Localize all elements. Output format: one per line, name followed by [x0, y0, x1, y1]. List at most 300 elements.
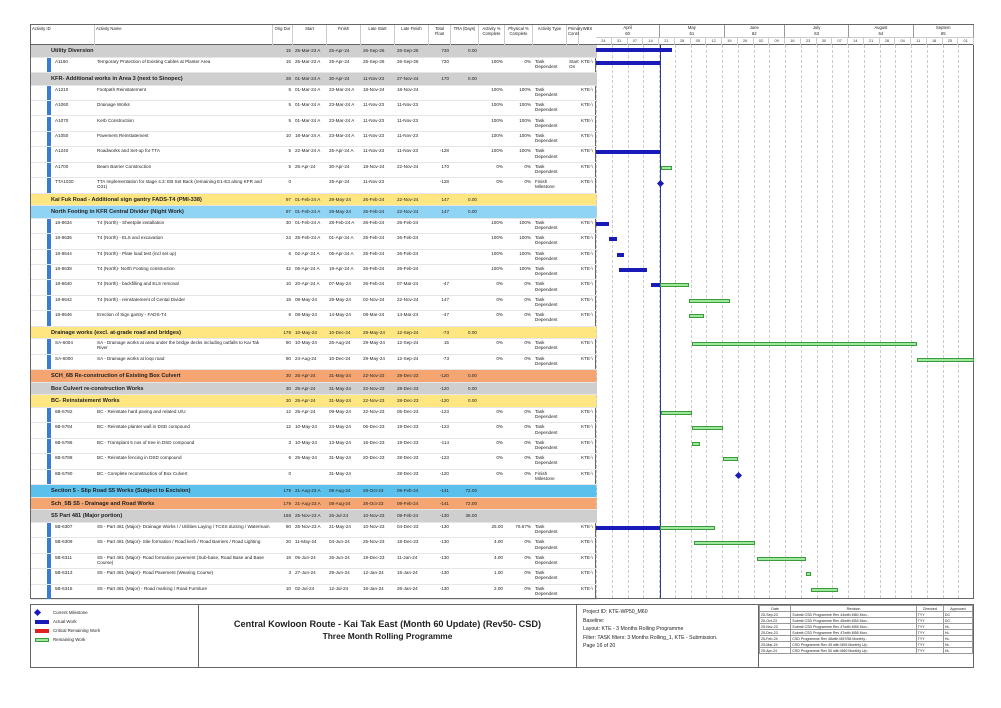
activity-row[interactable]: [31, 86, 597, 101]
column-header[interactable]: Late Start: [361, 25, 395, 45]
cell-ap: 100%: [491, 219, 503, 225]
section-row[interactable]: [31, 383, 597, 396]
cell-wbs: KTE-\: [581, 132, 593, 138]
cell-start: 02-Apr-24 A: [295, 250, 320, 256]
cell-lf: 12-Sep-24: [397, 340, 419, 346]
activity-row[interactable]: [31, 523, 597, 538]
cell-finish: 30-Apr-24: [329, 163, 350, 169]
cell-tf: -130: [439, 570, 449, 576]
cell-ap: 100%: [491, 132, 503, 138]
wbs-band: [47, 585, 51, 599]
revision-cell: 25-Feb-24: [760, 636, 791, 642]
actual-bar[interactable]: [617, 253, 625, 257]
section-row[interactable]: [31, 510, 597, 523]
cell-dur: 5: [288, 148, 291, 154]
cell-atype: Task Dependent: [535, 281, 558, 292]
activity-row[interactable]: [31, 280, 597, 295]
cell-tf: [429, 86, 451, 100]
month-name: June: [749, 25, 759, 30]
cell-pc: [567, 439, 579, 453]
actual-bar[interactable]: [596, 150, 660, 154]
cell-lf: 26-Feb-24: [397, 266, 419, 272]
remaining-bar[interactable]: [660, 526, 715, 530]
cell-ls: 11-Nov-23: [363, 102, 385, 108]
cell-dur: 5: [288, 102, 291, 108]
cell-name: BC - Transplant 5 nos of tree in DSD compound: [97, 439, 195, 445]
column-header[interactable]: TRA (Days): [451, 25, 479, 45]
cell-atype: Task Dependent: [535, 355, 558, 366]
legend-item: [35, 635, 194, 644]
cell-start: 01-Mar-24 A: [295, 102, 321, 108]
revision-cell: TYY: [916, 642, 943, 648]
cell-name: Roadworks and Set-up for TTA: [97, 148, 160, 154]
month-number: 61: [689, 31, 695, 36]
remaining-bar[interactable]: [694, 541, 754, 545]
remaining-bar[interactable]: [661, 166, 672, 170]
cell-start: 27-Jun-24: [295, 570, 316, 576]
cell-ls: 10-Nov-23: [363, 513, 385, 519]
cell-wbs: KTE-\: [581, 554, 593, 560]
cell-id: 5B-6315: [55, 585, 73, 591]
remaining-bar[interactable]: [689, 299, 731, 303]
cell-ap: 0%: [496, 355, 503, 361]
cell-finish: 24-May-24: [329, 424, 351, 430]
cell-ap: 4.00: [494, 554, 503, 560]
revision-cell: CSD Programme Rev 48with M57/58 Monthly..: [791, 636, 916, 642]
column-header[interactable]: Start: [293, 25, 327, 45]
cell-atype: Task Dependent: [535, 439, 558, 451]
week-gridline: [864, 45, 865, 598]
cell-atype: Task Dependent: [535, 235, 558, 246]
cell-id: 6B-5786: [55, 439, 73, 445]
section-name: Section 5 - Slip Road S5 Works (Subject to Excision): [51, 488, 191, 495]
week-gridline: [612, 45, 613, 598]
remaining-bar[interactable]: [692, 342, 917, 346]
activity-row[interactable]: [31, 250, 597, 265]
cell-lf: 05-Dec-23: [397, 409, 419, 415]
cell-name: Footpath Reinstatement: [97, 86, 147, 92]
cell-finish: 10-Dec-24: [329, 329, 351, 335]
month-name: August: [874, 25, 888, 30]
cell-ls: 18-Nov-24: [363, 163, 385, 169]
week-label: 07: [832, 38, 848, 45]
week-gridline: [596, 45, 597, 598]
column-header[interactable]: Primary Const: [567, 25, 579, 45]
cell-atype: Task Dependent: [535, 117, 558, 128]
section-row[interactable]: [31, 327, 597, 340]
cell-dur: 30: [285, 373, 291, 379]
cell-wbs: KTE-\: [581, 424, 593, 430]
cell-ap: 0%: [496, 281, 503, 287]
cell-wbs: KTE-\: [581, 585, 593, 591]
project-info: [579, 605, 759, 667]
cell-lf: 26-Feb-24: [397, 250, 419, 256]
cell-tf: -120: [439, 373, 449, 379]
week-label: 30: [817, 38, 833, 45]
column-header[interactable]: Activity ID: [31, 25, 95, 45]
cell-lf: 15-Jan-24: [397, 570, 418, 576]
cell-pc: [567, 101, 579, 115]
week-gridline: [738, 45, 739, 598]
section-name: Box Culvert re-construction Works: [51, 385, 144, 392]
month-header: [785, 25, 849, 38]
cell-tf: 730: [441, 48, 449, 53]
cell-ls: 26-Feb-24: [363, 209, 385, 215]
cell-pc: [567, 339, 579, 353]
cell-ls: 22-Nov-23: [363, 398, 385, 404]
cell-finish: 31-May-24: [329, 398, 351, 404]
cell-id: A1050: [55, 132, 69, 138]
cell-name: T4 (North)- North Footing construction: [97, 266, 175, 272]
cell-pc: [567, 147, 579, 161]
activity-row[interactable]: [31, 408, 597, 423]
cell-pp: 100%: [519, 132, 531, 138]
cell-id: 18-8634: [55, 219, 72, 225]
cell-lf: 11-Nov-23: [397, 102, 419, 108]
actual-bar[interactable]: [651, 283, 660, 287]
column-header[interactable]: Activity Name: [95, 25, 273, 45]
column-header[interactable]: Physical % Complete: [505, 25, 533, 45]
section-name: North Footing in KFR Central Divider (Night Work): [51, 209, 184, 216]
week-label: 14: [643, 38, 659, 45]
activity-row[interactable]: [31, 311, 597, 326]
wbs-band: [47, 408, 51, 422]
cell-start: [293, 470, 327, 484]
activity-row[interactable]: [31, 423, 597, 438]
cell-finish: 13-May-24: [329, 439, 351, 445]
activity-row[interactable]: [31, 163, 597, 178]
activity-row[interactable]: [31, 178, 597, 193]
cell-lf: 28-Dec-23: [397, 373, 419, 379]
week-gridline: [722, 45, 723, 598]
cell-tf: -123: [439, 455, 449, 461]
cell-dur: 0: [288, 470, 291, 476]
revision-cell: DC: [943, 618, 972, 624]
cell-ls: 28-Oct-23: [363, 500, 384, 506]
activity-row[interactable]: [31, 265, 597, 280]
actual-bar[interactable]: [596, 526, 660, 530]
wbs-band: [47, 538, 51, 552]
revision-header: Approved: [943, 606, 972, 612]
cell-ap: 0%: [496, 312, 503, 318]
revision-cell: 20-Dec-23: [760, 630, 791, 636]
remaining-bar[interactable]: [917, 358, 974, 362]
activity-row[interactable]: [31, 554, 597, 569]
cell-pc: [567, 470, 579, 484]
cell-tf: 147: [441, 296, 449, 302]
cell-tf: -120: [439, 385, 449, 391]
month-number: 64: [878, 31, 884, 36]
cell-name: T4 (North) - Sheetpile installation: [97, 219, 165, 225]
cell-ap: 0%: [496, 179, 503, 185]
cell-finish: 26-Jun-24: [329, 554, 350, 560]
cell-start: 10-May-24: [295, 439, 317, 445]
activity-row[interactable]: [31, 439, 597, 454]
cell-wbs: KTE-\: [581, 470, 593, 476]
cell-pc: [567, 311, 579, 325]
cell-tf: 147: [441, 209, 449, 215]
wbs-band: [47, 265, 51, 279]
cell-finish: 08-Aug-24: [329, 488, 351, 494]
cell-start: 25-May-24: [295, 455, 317, 461]
cell-dur: 42: [285, 266, 291, 272]
activity-row[interactable]: [31, 585, 597, 600]
month-header: [596, 25, 660, 38]
cell-pc: [567, 569, 579, 583]
wbs-band: [47, 250, 51, 264]
wbs-band: [47, 234, 51, 248]
cell-wbs: KTE-\: [581, 570, 593, 576]
cell-ap: 100%: [491, 86, 503, 92]
cell-id: 18-8640: [55, 281, 72, 287]
cell-pc: [567, 408, 579, 422]
activity-row[interactable]: [31, 132, 597, 147]
cell-wbs: KTE-\: [581, 523, 593, 529]
activity-row[interactable]: [31, 58, 597, 73]
cell-start: 01-Mar-24 A: [295, 117, 321, 123]
cell-atype: Task Dependent: [535, 102, 558, 113]
cell-tf: 730: [441, 58, 449, 64]
cell-ls: 10-Nov-23: [363, 523, 385, 529]
cell-start: 25-Mar-23 A: [295, 58, 321, 64]
revision-cell: Submit CSD Programme Rev 47with M55 Mon..: [791, 624, 916, 630]
cell-pc: [567, 250, 579, 264]
cell-finish: 10-Dec-24: [329, 355, 351, 361]
cell-name: T4 (North) - backfilling and ELS removal: [97, 281, 179, 287]
cell-name: S5 - Part 481 (Major)- Site formation / Road kerb / Road Barriers / Road Lighting: [97, 539, 261, 545]
cell-tf: -141: [439, 488, 449, 494]
cell-ls: 26-Feb-24: [363, 250, 385, 256]
remaining-bar[interactable]: [660, 283, 688, 287]
activity-row[interactable]: [31, 117, 597, 132]
actual-bar[interactable]: [609, 237, 617, 241]
activity-row[interactable]: [31, 355, 597, 370]
cell-pc: [567, 523, 579, 537]
cell-name: BC - Reinstate planter wall in DSD compound: [97, 424, 190, 430]
cell-tf: -73: [442, 329, 449, 335]
cell-start: 02-Jul-24: [295, 585, 315, 591]
cell-finish: 23-Mar-24 A: [329, 102, 355, 108]
month-name: April: [623, 25, 632, 30]
report-subtitle: Three Month Rolling Programme: [322, 631, 453, 641]
actual-bar[interactable]: [619, 268, 647, 272]
cell-id: 18-8646: [55, 312, 72, 318]
week-label: 07: [628, 38, 644, 45]
cell-pp: 0%: [524, 409, 531, 415]
remaining-bar[interactable]: [692, 426, 722, 430]
activity-row[interactable]: [31, 454, 597, 469]
remaining-bar[interactable]: [806, 572, 812, 576]
activity-row[interactable]: [31, 296, 597, 311]
cell-lf: 09-Feb-24: [397, 500, 419, 506]
remaining-bar[interactable]: [661, 411, 692, 415]
revision-cell: Submit CSD Programme Rev 47with M56 Mon..: [791, 630, 916, 636]
wbs-band: [47, 569, 51, 583]
cell-pp: 0%: [524, 470, 531, 476]
activity-row[interactable]: [31, 538, 597, 553]
remaining-bar[interactable]: [757, 557, 806, 561]
cell-pc: Start On: [569, 58, 579, 69]
cell-pp: 0%: [524, 58, 531, 64]
cell-tf: -114: [440, 439, 449, 445]
cell-finish: 31-May-24: [329, 470, 351, 476]
section-row[interactable]: [31, 485, 597, 498]
week-label: 11: [911, 38, 927, 45]
cell-lf: 28-Dec-23: [397, 385, 419, 391]
cell-pc: [567, 355, 579, 369]
cell-start: 10-May-24: [295, 424, 317, 430]
week-gridline: [832, 45, 833, 598]
cell-ls: 26-Feb-24: [363, 266, 385, 272]
week-gridline: [958, 45, 959, 598]
activity-row[interactable]: [31, 339, 597, 354]
cell-wbs: KTE-\: [581, 355, 593, 361]
cell-tf: -123: [439, 409, 449, 415]
wbs-band: [47, 178, 51, 192]
column-header[interactable]: Orig Dur: [273, 25, 293, 45]
cell-start: 01-Feb-24 A: [295, 219, 321, 225]
week-label: 26: [738, 38, 754, 45]
cell-lf: 09-Feb-24: [397, 513, 419, 519]
activity-row[interactable]: [31, 147, 597, 162]
cell-finish: 28-Feb-24 A: [329, 219, 355, 225]
cell-ls: 29-May-24: [363, 355, 385, 361]
cell-wbs: KTE-\: [581, 340, 593, 346]
month-number: 62: [751, 31, 757, 36]
remaining-bar[interactable]: [689, 314, 704, 318]
cell-start: 10-May-24: [295, 329, 317, 335]
cell-id: 5B-6311: [55, 554, 73, 560]
column-header[interactable]: Total Float: [429, 25, 451, 45]
cell-finish: 08-Aug-24: [329, 500, 351, 506]
actual-bar[interactable]: [596, 61, 660, 65]
section-row[interactable]: [31, 370, 597, 383]
legend-item: [35, 608, 194, 617]
cell-ls: 29-May-24: [363, 340, 385, 346]
activity-row[interactable]: [31, 219, 597, 234]
cell-ls: 20-Dec-23: [363, 455, 385, 461]
cell-atype: Task Dependent: [535, 570, 558, 581]
cell-ls: 11-Nov-23: [363, 148, 385, 154]
cell-pp: 100%: [519, 148, 531, 154]
legend-label: Current Milestone: [53, 610, 88, 615]
cell-name: Pavement Reinstatement: [97, 132, 149, 138]
activity-row[interactable]: [31, 470, 597, 485]
cell-id: A1070: [55, 117, 69, 123]
week-label: 19: [722, 38, 738, 45]
cell-start: 18-Mar-24 A: [295, 132, 321, 138]
cell-pp: 100%: [519, 250, 531, 256]
cell-finish: 26-Jul-24: [329, 513, 349, 519]
section-row[interactable]: [31, 45, 597, 58]
cell-pp: 0%: [524, 179, 531, 185]
revision-cell: CSD Programme Rev 50 with M60 Monthly Up..: [791, 648, 916, 654]
cell-atype: Finish Milestone: [535, 179, 555, 190]
week-gridline: [927, 45, 928, 598]
column-header[interactable]: Late Finish: [395, 25, 429, 45]
column-header[interactable]: Activity Type: [533, 25, 567, 45]
cell-lf: 22-Nov-24: [397, 209, 419, 215]
column-header[interactable]: WBS: [579, 25, 597, 45]
cell-finish: 29-May-24: [329, 296, 351, 302]
cell-pp: 100%: [519, 86, 531, 92]
section-row[interactable]: [31, 395, 597, 408]
actual-bar[interactable]: [596, 48, 672, 52]
section-row[interactable]: [31, 206, 597, 219]
cell-start: 06-Apr-24 A: [295, 266, 320, 272]
cell-lf: 09-Feb-24: [397, 488, 419, 494]
cell-start: 21-Aug-23 A: [295, 488, 321, 494]
remaining-bar[interactable]: [811, 588, 837, 592]
wbs-band: [47, 117, 51, 131]
week-gridline: [754, 45, 755, 598]
cell-id: 6B-5784: [55, 424, 73, 430]
actual-bar[interactable]: [596, 222, 609, 226]
activity-table: [30, 24, 596, 599]
cell-start: 11-May-24: [295, 539, 317, 545]
diamond-swatch: [34, 609, 41, 616]
week-label: 21: [659, 38, 675, 45]
month-number: 63: [814, 31, 819, 36]
activity-row[interactable]: [31, 234, 597, 249]
cell-start: 25-Feb-24 A: [295, 235, 321, 241]
cell-wbs: KTE-\: [581, 58, 593, 64]
activity-row[interactable]: [31, 569, 597, 584]
cell-ls: 19-Dec-23: [363, 554, 385, 560]
remain-swatch: [35, 638, 49, 642]
cell-name: BC - Complete reconstruction of Box Culvert: [97, 470, 188, 476]
revision-cell: Submit CSD Programme Rev 45with M54 Mon..: [791, 618, 916, 624]
cell-wbs: KTE-\: [581, 281, 593, 287]
revision-cell: TYY: [916, 636, 943, 642]
cell-wbs: KTE-\: [581, 296, 593, 302]
cell-tf: -130: [439, 539, 449, 545]
cell-lf: [395, 178, 429, 192]
cell-finish: 29-May-24: [329, 196, 351, 202]
project-id: Project ID: KTE-WP50_M60: [583, 609, 648, 615]
cell-pc: [567, 219, 579, 233]
cell-finish: 26-Aug-24: [329, 340, 351, 346]
cell-dur: 15: [285, 48, 291, 53]
cell-ls: 11-Nov-23: [363, 179, 385, 185]
activity-row[interactable]: [31, 101, 597, 116]
month-header: [914, 25, 974, 38]
cell-name: SA - Drainage works at area under the bridge decks including outfalls to Kai Tak River: [97, 340, 260, 351]
week-label: 23: [801, 38, 817, 45]
cell-pp: 0%: [524, 570, 531, 576]
cell-ap: 0%: [496, 163, 503, 169]
cell-atype: Task Dependent: [535, 312, 558, 323]
cell-pp: 0%: [524, 296, 531, 302]
column-header[interactable]: Finish: [327, 25, 361, 45]
legend: [31, 605, 199, 667]
section-row[interactable]: [31, 194, 597, 207]
cell-lf: 11-Nov-23: [397, 117, 419, 123]
section-row[interactable]: [31, 498, 597, 511]
cell-name: Drainage Works: [97, 102, 130, 108]
remaining-bar[interactable]: [692, 442, 700, 446]
cell-pp: 0%: [524, 355, 531, 361]
cell-id: A1240: [55, 148, 69, 154]
cell-finish: 25-Apr-24 A: [329, 148, 354, 154]
remaining-bar[interactable]: [723, 457, 738, 461]
revision-cell: HL: [943, 624, 972, 630]
cell-ls: 18-Nov-24: [363, 86, 385, 92]
cell-start: 08-May-24: [295, 296, 317, 302]
cell-pc: [567, 280, 579, 294]
section-row[interactable]: [31, 73, 597, 86]
column-header[interactable]: Activity % Complete: [479, 25, 505, 45]
